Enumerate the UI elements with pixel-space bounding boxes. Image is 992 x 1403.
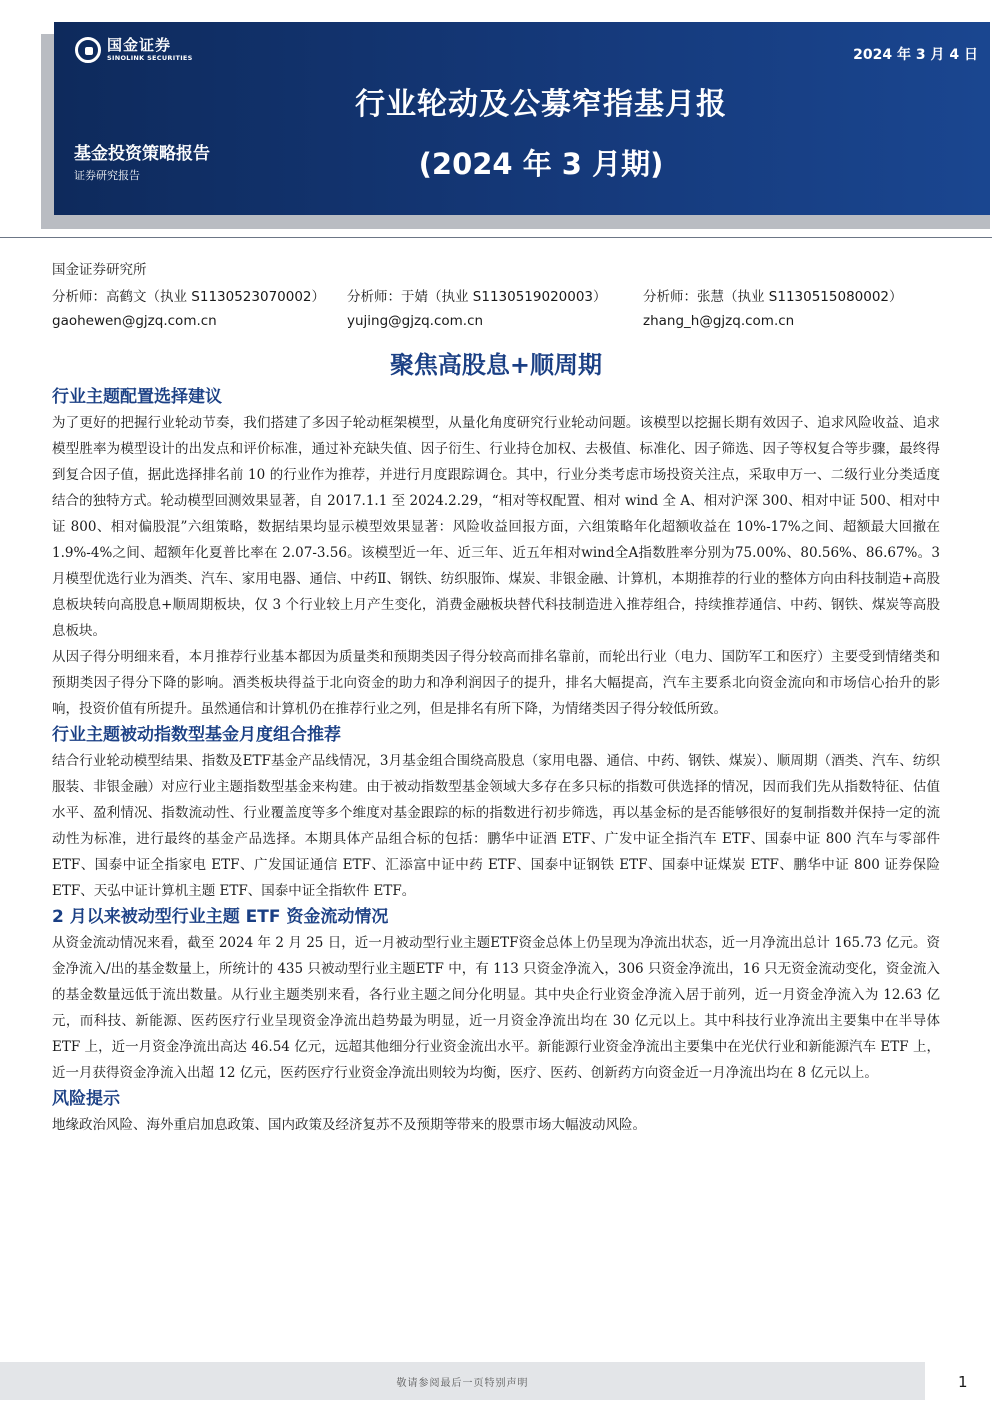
section-paragraph: 为了更好的把握行业轮动节奏，我们搭建了多因子轮动框架模型，从量化角度研究行业轮动问题。该模型以挖掘长期有效因子、追求风险收益、追求模型胜率为模型设计的出发点和评价标准，通过补充缺失值、因子衍生、行业持仓加权、去极值、标准化、因子筛选、因子等权复合等步骤，最终得到复合因子值，据此选择排名前 10 的行业作为推荐，并进行月度跟踪调仓。其中，行业分类考虑市场投资关注点，采取申万一、二级行业分类适度结合的独特方式。轮动模型回测效果显著，自 2017.1.1 至 2024.2.29，“相对等权配置、相对 wind 全 A、相对沪深 300、相对中证 500、相对中证 800、相对偏股混”六组策略，数据结果均显示模型效果显著：风险收益回报方面，六组策略年化超额收益在 10%-17%之间、超额最大回撤在 1.9%-4%之间、超额年化夏普比率在 2.07-3.56。该模型近一年、近三年、近五年相对wind全A指数胜率分别为75.00%、80.56%、86.67%。3月模型优选行业为酒类、汽车、家用电器、通信、中药Ⅱ、钢铁、纺织服饰、煤炭、非银金融、计算机，本期推荐的行业的整体方向由科技制造+高股息板块转向高股息+顺周期板块，仅 3 个行业较上月产生变化，消费金融板块替代科技制造进入推荐组合，持续推荐通信、中药、钢铁、煤炭等高股息板块。 xyxy=(52,415,940,639)
footer-disclaimer-note: 敬请参阅最后一页特别声明 xyxy=(396,1378,529,1389)
subject-title: 聚焦高股息+顺周期 xyxy=(389,351,603,379)
analyst-label: 分析师：张慧（执业 S1130515080002） xyxy=(643,289,903,305)
report-type: 基金投资策略报告 xyxy=(74,144,210,164)
analyst-email[interactable]: zhang_h@gjzq.com.cn xyxy=(643,313,795,329)
sinolink-logo-icon xyxy=(75,37,101,63)
section-title: 行业主题配置选择建议 xyxy=(52,387,222,407)
analyst-label: 分析师：高鹤文（执业 S1130523070002） xyxy=(52,289,326,305)
brand-name-en: SINOLINK SECURITIES xyxy=(107,54,193,63)
analyst-email[interactable]: gaohewen@gjzq.com.cn xyxy=(52,313,217,329)
brand-name-cn: 国金证券 xyxy=(107,36,172,55)
analyst-label: 分析师：于婧（执业 S1130519020003） xyxy=(347,289,607,305)
report-title: 行业轮动及公募窄指基月报 xyxy=(355,87,727,122)
section-paragraph: 结合行业轮动模型结果、指数及ETF基金产品线情况，3月基金组合围绕高股息（家用电器、通信、中药、钢铁、煤炭）、顺周期（酒类、汽车、纺织服装、非银金融）对应行业主题指数型基金来构建。由于被动指数型基金领域大多存在多只标的指数可供选择的情况，因而我们先从指数特征、估值水平、盈利情况、指数流动性、行业覆盖度等多个维度对基金跟踪的标的指数进行初步筛选，再以基金标的是否能够很好的复制指数并保持一定的流动性为标准，进行最终的基金产品选择。本期具体产品组合标的包括：鹏华中证酒 ETF、广发中证全指汽车 ETF、国泰中证 800 汽车与零部件 ETF、国泰中证全指家电 ETF、广发国证通信 ETF、汇添富中证中药 ETF、国泰中证钢铁 ETF、国泰中证煤炭 ETF、鹏华中证 800 证券保险 ETF、天弘中证计算机主题 ETF、国泰中证全指软件 ETF。 xyxy=(52,753,940,899)
section-title: 行业主题被动指数型基金月度组合推荐 xyxy=(52,725,341,745)
page-number: 1 xyxy=(958,1373,968,1391)
report-body xyxy=(52,384,940,1138)
section-paragraph: 从因子得分明细来看，本月推荐行业基本都因为质量类和预期类因子得分较高而排名靠前，而轮出行业（电力、国防军工和医疗）主要受到情绪类和预期类因子得分下降的影响。酒类板块得益于北向资金的助力和净利润因子的提升，排名大幅提高，汽车主要系北向资金流向和市场信心抬升的影响，投资价值有所提升。虽然通信和计算机仍在推荐行业之列，但是排名有所下降，为情绪类因子得分较低所致。 xyxy=(52,649,940,717)
section-paragraph: 地缘政治风险、海外重启加息政策、国内政策及经济复苏不及预期等带来的股票市场大幅波动风险。 xyxy=(52,1117,646,1133)
section-title: 风险提示 xyxy=(52,1089,120,1109)
report-kind: 证券研究报告 xyxy=(74,169,140,182)
section-title: 2 月以来被动型行业主题 ETF 资金流动情况 xyxy=(52,907,389,927)
report-date: 2024 年 3 月 4 日 xyxy=(853,47,978,63)
header-divider xyxy=(0,237,992,238)
institute-name: 国金证券研究所 xyxy=(52,262,147,278)
header-banner xyxy=(54,22,990,215)
section-paragraph: 从资金流动情况来看，截至 2024 年 2 月 25 日，近一月被动型行业主题ETF资金总体上仍呈现为净流出状态，近一月净流出总计 165.73 亿元。资金净流入/出的基金数量上，所统计的 435 只被动型行业主题ETF 中，有 113 只资金净流入，306 只资金净流出，16 只无资金流动变化，资金流入的基金数量远低于流出数量。从行业主题类别来看，各行业主题之间分化明显。其中央企行业资金净流入居于前列，近一月资金净流入为 12.63 亿元，而科技、新能源、医药医疗行业呈现资金净流出趋势最为明显，近一月资金净流出均在 30 亿元以上。其中科技行业净流出主要集中在半导体 ETF 上，近一月资金净流出高达 46.54 亿元，远超其他细分行业资金流出水平。新能源行业资金净流出主要集中在光伏行业和新能源汽车 ETF 上，近一月获得资金净流入出超 12 亿元，医药医疗行业资金净流出则较为均衡，医疗、医药、创新药方向资金近一月净流出均在 8 亿元以上。 xyxy=(52,935,940,1081)
brand-logo xyxy=(75,35,193,65)
report-subtitle: (2024 年 3 月期) xyxy=(418,147,664,181)
analyst-email[interactable]: yujing@gjzq.com.cn xyxy=(347,313,484,329)
